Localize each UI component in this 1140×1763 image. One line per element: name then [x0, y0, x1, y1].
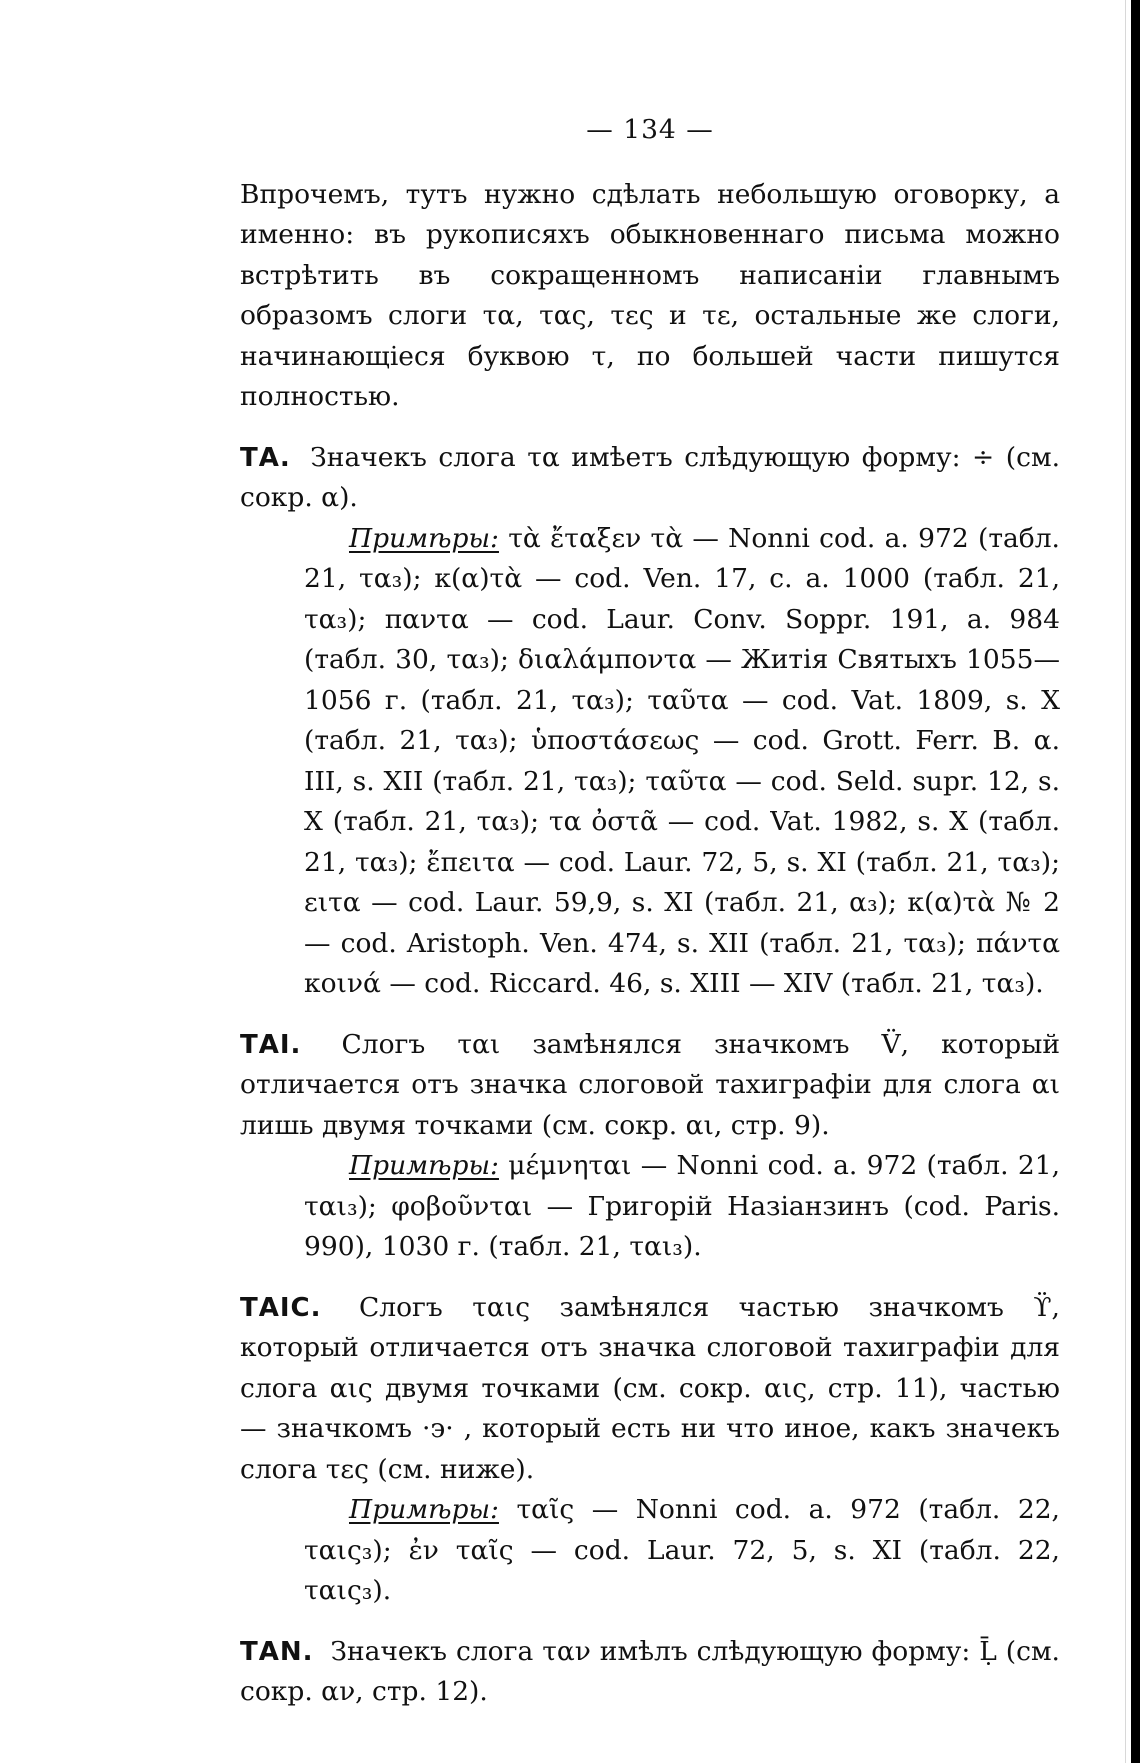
- page-body: [240, 110, 1060, 1713]
- section-text: Слогъ ταις замѣнялся частью значкомъ ϔ, который отличается отъ значка слоговой тахиграфіи для слога αις двумя точками (см. сокр. αις, стр. 11), частью — значкомъ ·϶· , который есть ни что иное, какъ значекъ слога τες (см. ниже).: [240, 1291, 1060, 1485]
- section-heading: ТА.: [240, 442, 291, 473]
- examples-text: τὰ ἔταξεν τὰ — Nonni cod. a. 972 (табл. 21, τα₃); κ(α)τὰ — cod. Ven. 17, c. a. 1000 (табл. 21, τα₃); παντα — cod. Laur. Conv. Soppr. 191, a. 984 (табл. 30, τα₃); διαλάμποντα — Житія Святыхъ 1055—1056 г. (табл. 21, τα₃); ταῦτα — cod. Vat. 1809, s. X (табл. 21, τα₃); ὑποστάσεως — cod. Grott. Ferr. B. α. III, s. XII (табл. 21, τα₃); ταῦτα — cod. Seld. supr. 12, s. X (табл. 21, τα₃); τα ὀστᾶ — cod. Vat. 1982, s. X (табл. 21, τα₃); ἔπειτα — cod. Laur. 72, 5, s. XI (табл. 21, τα₃); ειτα — cod. Laur. 59,9, s. XI (табл. 21, α₃); κ(α)τὰ № 2 — cod. Aristoph. Ven. 474, s. XII (табл. 21, τα₃); πάντα κοινά — cod. Riccard. 46, s. XIII — XIV (табл. 21, τα₃).: [304, 522, 1060, 999]
- examples-tai: [304, 1146, 1060, 1268]
- section-ta: [240, 438, 1060, 519]
- examples-text: μέμνηται — Nonni cod. a. 972 (табл. 21, ται₃); φοβοῦνται — Григорій Назіанзинъ (cod. Paris. 990), 1030 г. (табл. 21, ται₃).: [304, 1150, 1060, 1262]
- examples-text: ταῖς — Nonni cod. a. 972 (табл. 22, ταις₃); ἐν ταῖς — cod. Laur. 72, 5, s. XI (табл. 22, ταις₃).: [304, 1494, 1060, 1606]
- section-heading: ТАІС.: [240, 1292, 322, 1323]
- section-text: Значекъ слога ταν имѣлъ слѣдующую форму: Ḹ (см. сокр. αν, стр. 12).: [240, 1635, 1060, 1707]
- examples-label: Примѣры:: [349, 522, 499, 554]
- examples-ta: [304, 519, 1060, 1005]
- scan-edge-dark: [1131, 0, 1140, 1763]
- section-gap: [240, 1268, 1060, 1288]
- section-heading: ТАN.: [240, 1636, 314, 1667]
- section-tan: [240, 1632, 1060, 1713]
- scan-edge-line: [1125, 0, 1126, 1763]
- section-tais: [240, 1288, 1060, 1491]
- page-number: — 134 —: [586, 114, 714, 145]
- intro-paragraph: Впрочемъ, тутъ нужно сдѣлать небольшую оговорку, а именно: въ рукописяхъ обыкновеннаго письма можно встрѣтить въ сокращенномъ написаніи главнымъ образомъ слоги τα, τας, τες и τε, остальные же слоги, начинающіеся буквою τ, по большей части пишутся полностью.: [240, 178, 1060, 412]
- section-gap: [240, 1612, 1060, 1632]
- section-text: Значекъ слога τα имѣетъ слѣдующую форму: ÷ (см. сокр. α).: [240, 441, 1060, 513]
- examples-label: Примѣры:: [349, 1494, 499, 1525]
- section-tai: [240, 1025, 1060, 1147]
- section-gap: [240, 418, 1060, 438]
- examples-tais: [304, 1490, 1060, 1612]
- section-heading: ТАІ.: [240, 1029, 302, 1060]
- section-text: Слогъ ται замѣнялся значкомъ V̈, который отличается отъ значка слоговой тахиграфіи для слога αι лишь двумя точками (см. сокр. αι, стр. 9).: [240, 1028, 1060, 1141]
- examples-label: Примѣры:: [349, 1150, 499, 1181]
- section-gap: [240, 1005, 1060, 1025]
